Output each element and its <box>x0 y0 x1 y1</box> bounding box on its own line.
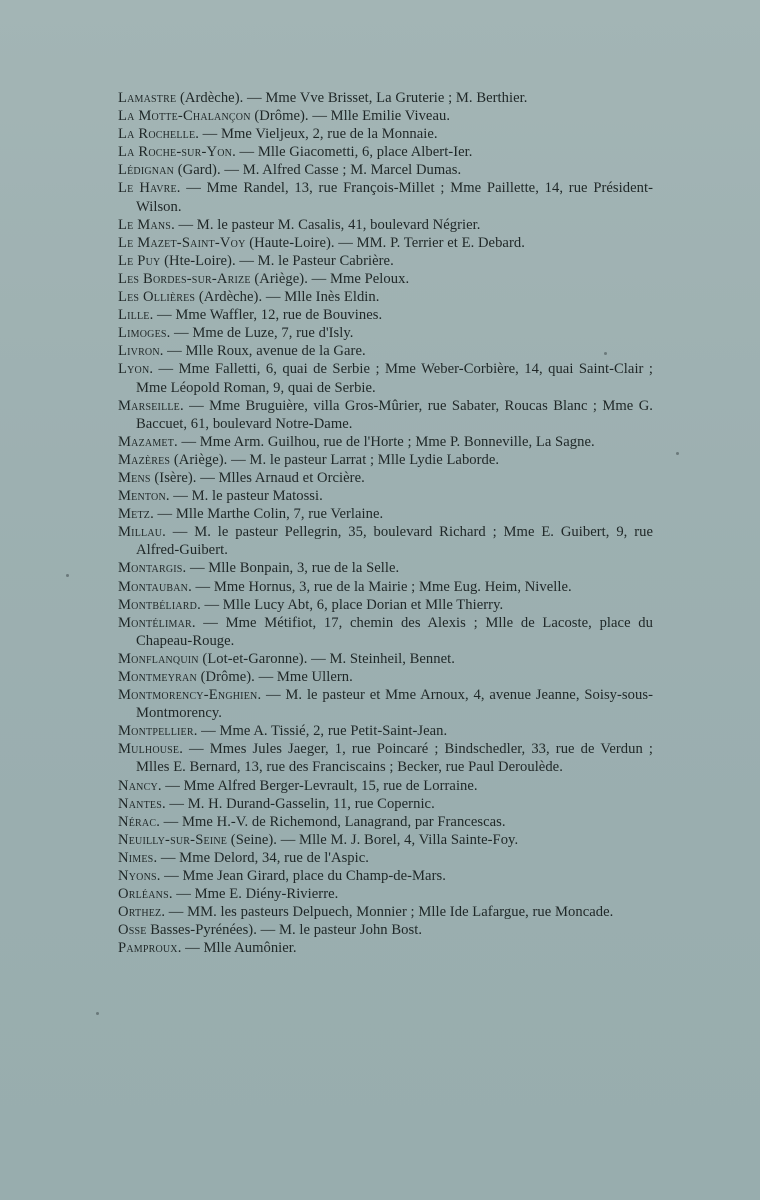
directory-entry <box>118 849 653 867</box>
entry-details: . — Mlle Roux, avenue de la Gare. <box>159 343 366 360</box>
directory-entry <box>118 777 653 795</box>
directory-entry <box>118 360 653 396</box>
entry-details: (Drôme). — Mlle Emilie Viveau. <box>250 108 451 125</box>
place-name: Le Mans <box>118 216 172 233</box>
entry-details: . — Mme Waffler, 12, rue de Bouvines. <box>149 307 383 324</box>
place-name: Nantes <box>118 795 162 812</box>
place-name: Orthez <box>118 904 162 921</box>
paper-speck <box>604 352 607 355</box>
place-name: Le Havre <box>118 180 177 197</box>
place-name: Orléans <box>118 886 169 903</box>
entry-details: . — Mme de Luze, 7, rue d'Isly. <box>166 325 354 342</box>
place-name: Les Bordes-sur-Arize <box>118 270 251 287</box>
entry-details: (Drôme). — Mme Ullern. <box>196 669 353 685</box>
place-name: Nancy <box>118 777 158 794</box>
directory-entry <box>118 921 653 939</box>
place-name: Montargis <box>118 560 183 577</box>
directory-entry <box>118 668 653 686</box>
place-name: Nérac <box>118 813 157 830</box>
directory-entry <box>118 252 653 270</box>
place-name: Limoges <box>118 325 167 342</box>
entry-details: . — M. le pasteur Pellegrin, 35, boulevard Richard ; Mme E. Guibert, 9, rue Alfred-Guibert. <box>136 524 653 559</box>
place-name: Lédignan <box>118 162 175 179</box>
place-name: Osse <box>118 922 147 939</box>
place-name: Mazamet <box>118 433 175 450</box>
entry-details: . — Mme Vieljeux, 2, rue de la Monnaie. <box>195 126 438 143</box>
entry-details: (Hte-Loire). — M. le Pasteur Cabrière. <box>160 252 394 269</box>
directory-entry <box>118 722 653 740</box>
entry-details: . — MM. les pasteurs Delpuech, Monnier ; Mlle Ide Lafargue, rue Moncade. <box>161 904 614 921</box>
entry-details: (Isère). — Mlles Arnaud et Orcière. <box>150 469 365 486</box>
directory-entry <box>118 885 653 903</box>
entry-details: . — Mlle Aumônier. <box>177 940 297 957</box>
directory-list <box>118 89 653 958</box>
entry-details: . — Mme Métifiot, 17, chemin des Alexis ; Mlle de Lacoste, place du Chapeau-Rouge. <box>136 614 653 649</box>
directory-entry <box>118 813 653 831</box>
directory-entry <box>118 107 653 125</box>
entry-details: . — Mme A. Tissié, 2, rue Petit-Saint-Jean. <box>193 723 448 740</box>
place-name: Mens <box>118 469 151 486</box>
directory-entry <box>118 831 653 849</box>
entry-details: . — Mme Alfred Berger-Levrault, 15, rue de Lorraine. <box>157 777 478 794</box>
directory-entry <box>118 288 653 306</box>
entry-details: . — M. le pasteur et Mme Arnoux, 4, avenue Jeanne, Soisy-sous-Montmorency. <box>136 687 653 722</box>
directory-entry <box>118 451 653 469</box>
directory-entry <box>118 523 653 559</box>
directory-entry <box>118 559 653 577</box>
entry-details: . — Mlle Marthe Colin, 7, rue Verlaine. <box>150 506 384 523</box>
place-name: Metz <box>118 506 151 523</box>
directory-entry <box>118 216 653 234</box>
entry-details: . — Mme Randel, 13, rue François-Millet ; Mme Paillette, 14, rue Président-Wilson. <box>136 180 653 215</box>
entry-details: (Gard). — M. Alfred Casse ; M. Marcel Dumas. <box>174 162 462 179</box>
entry-details: (Lot-et-Garonne). — M. Steinheil, Bennet. <box>198 650 455 667</box>
directory-entry <box>118 469 653 487</box>
place-name: Montmorency-Enghien <box>118 687 258 704</box>
paper-speck <box>676 452 679 455</box>
place-name: Neuilly-sur-Seine <box>118 831 228 848</box>
entry-details: . — Mlle Lucy Abt, 6, place Dorian et Mlle Thierry. <box>197 596 504 613</box>
entry-details: (Ardèche). — Mlle Inès Eldin. <box>195 289 380 306</box>
directory-entry <box>118 397 653 433</box>
entry-details: . — Mlle Giacometti, 6, place Albert-Ier. <box>232 144 473 161</box>
directory-entry <box>118 342 653 360</box>
directory-entry <box>118 270 653 288</box>
entry-details: (Ardèche). — Mme Vve Brisset, La Gruterie ; M. Berthier. <box>176 90 528 106</box>
place-name: Nimes <box>118 849 154 866</box>
entry-details: (Seine). — Mlle M. J. Borel, 4, Villa Sainte-Foy. <box>227 831 519 848</box>
directory-entry <box>118 596 653 614</box>
entry-details: . — Mme E. Diény-Rivierre. <box>168 886 339 903</box>
place-name: Montélimar <box>118 614 192 631</box>
directory-entry <box>118 143 653 161</box>
directory-entry <box>118 161 653 179</box>
place-name: Lille <box>118 307 150 324</box>
place-name: La Roche-sur-Yon <box>118 144 233 161</box>
directory-entry <box>118 234 653 252</box>
directory-entry <box>118 867 653 885</box>
entry-details: (Ariège). — Mme Peloux. <box>250 270 410 287</box>
entry-details: Basses-Pyrénées). — M. le pasteur John Bost. <box>146 922 423 939</box>
place-name: Pamproux <box>118 940 178 957</box>
place-name: Montmeyran <box>118 669 197 685</box>
entry-details: . — Mme Jean Girard, place du Champ-de-Mars. <box>156 868 446 885</box>
place-name: La Motte-Chalançon <box>118 108 251 125</box>
place-name: La Rochelle <box>118 126 196 143</box>
entry-details: (Haute-Loire). — MM. P. Terrier et E. Debard. <box>245 234 525 251</box>
directory-entry <box>118 939 653 957</box>
directory-entry <box>118 89 653 107</box>
place-name: Nyons <box>118 868 157 885</box>
entry-details: . — Mme H.-V. de Richemond, Lanagrand, par Francescas. <box>156 813 506 830</box>
place-name: Montauban <box>118 578 189 595</box>
place-name: Le Puy <box>118 252 161 269</box>
directory-entry <box>118 505 653 523</box>
entry-details: (Ariège). — M. le pasteur Larrat ; Mlle Lydie Laborde. <box>170 451 500 468</box>
entry-details: . — Mmes Jules Jaeger, 1, rue Poincaré ; Bindschedler, 33, rue de Verdun ; Mlles E. Bernard, 13, rue des Franciscains ; Becker, rue Paul Deroulède. <box>136 741 653 776</box>
directory-entry <box>118 179 653 215</box>
entry-details: . — M. le pasteur Matossi. <box>165 488 323 505</box>
paper-speck <box>96 1012 99 1015</box>
directory-entry <box>118 306 653 324</box>
place-name: Monflanquin <box>118 650 199 667</box>
place-name: Millau <box>118 524 163 541</box>
entry-details: . — Mlle Bonpain, 3, rue de la Selle. <box>182 560 400 577</box>
directory-entry <box>118 740 653 776</box>
place-name: Marseille <box>118 397 180 414</box>
place-name: Mazères <box>118 451 171 468</box>
entry-details: . — Mme Falletti, 6, quai de Serbie ; Mme Weber-Corbière, 14, quai Saint-Clair ; Mme Léopold Roman, 9, quai de Serbie. <box>136 361 653 396</box>
entry-details: . — Mme Delord, 34, rue de l'Aspic. <box>153 849 369 866</box>
entry-details: . — M. le pasteur M. Casalis, 41, boulevard Négrier. <box>171 216 481 233</box>
directory-entry <box>118 686 653 722</box>
entry-details: . — Mme Hornus, 3, rue de la Mairie ; Mme Eug. Heim, Nivelle. <box>188 578 572 595</box>
directory-entry <box>118 487 653 505</box>
directory-entry <box>118 578 653 596</box>
place-name: Montbéliard <box>118 596 198 613</box>
place-name: Lyon <box>118 361 150 378</box>
entry-details: . — Mme Bruguière, villa Gros-Mûrier, rue Sabater, Roucas Blanc ; Mme G. Baccuet, 61, boulevard Notre-Dame. <box>136 397 653 432</box>
directory-entry <box>118 795 653 813</box>
directory-entry <box>118 903 653 921</box>
entry-details: . — M. H. Durand-Gasselin, 11, rue Copernic. <box>161 795 435 812</box>
place-name: Le Mazet-Saint-Voy <box>118 234 246 251</box>
place-name: Menton <box>118 488 166 505</box>
directory-entry <box>118 324 653 342</box>
paper-speck <box>66 574 69 577</box>
directory-entry <box>118 614 653 650</box>
directory-entry <box>118 433 653 451</box>
place-name: Livron <box>118 343 160 360</box>
directory-entry <box>118 650 653 668</box>
entry-details: . — Mme Arm. Guilhou, rue de l'Horte ; Mme P. Bonneville, La Sagne. <box>174 433 595 450</box>
place-name: Mulhouse <box>118 741 180 758</box>
place-name: Montpellier <box>118 723 194 740</box>
place-name: Les Ollières <box>118 289 196 306</box>
place-name: Lamastre <box>118 90 177 106</box>
directory-entry <box>118 125 653 143</box>
